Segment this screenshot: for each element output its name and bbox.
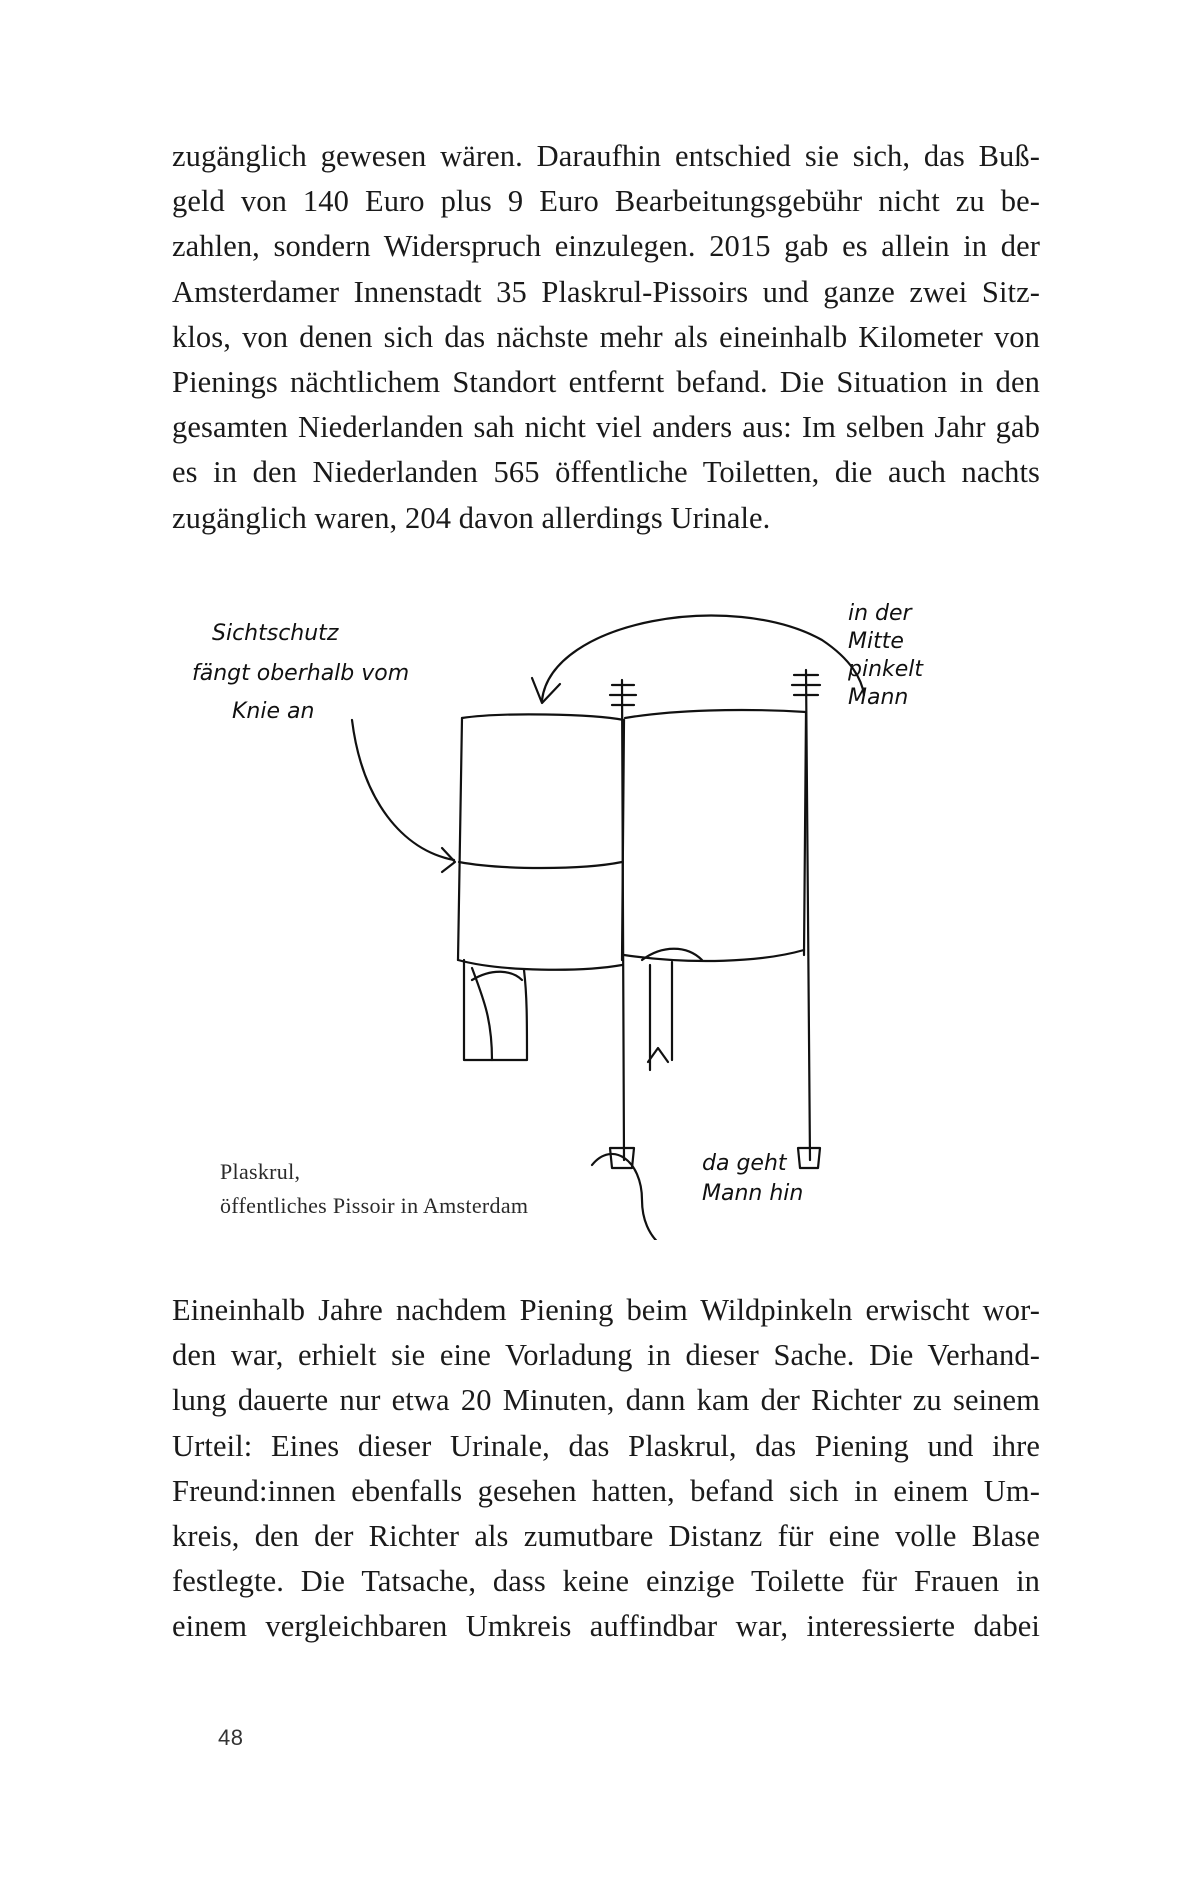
paragraph-bottom (172, 1288, 1040, 1650)
figure-caption (220, 1155, 528, 1223)
annotation-right-2: Mitte (848, 629, 904, 654)
page-number: 48 (218, 1725, 244, 1750)
annotation-bottom-2: Mann hin (702, 1181, 804, 1206)
text-line: Pienings nächtlichem Standort entfernt befand. Die Situation in den (172, 365, 1040, 400)
text-line: gesamten Niederlanden sah nicht viel anders aus: Im selben Jahr gab (172, 410, 1040, 445)
text-line: Freund:innen ebenfalls gesehen hatten, befand sich in einem Um- (172, 1473, 1040, 1508)
caption-line: Plaskrul, (220, 1159, 301, 1184)
annotation-left-3: Knie an (232, 699, 315, 724)
annotation-left-1: Sichtschutz (212, 621, 339, 646)
text-line: es in den Niederlanden 565 öffentliche Toiletten, die auch nachts (172, 455, 1040, 490)
bottom-annotation-arrow (592, 1154, 692, 1240)
text-line: festlegte. Die Tatsache, dass keine einzige Toilette für Frauen in (172, 1564, 1040, 1599)
right-panel-top (625, 710, 806, 718)
text-line: lung dauerte nur etwa 20 Minuten, dann kam der Richter zu seinem (172, 1383, 1040, 1418)
left-panel-left-edge (458, 718, 462, 960)
caption-line: öffentliches Pissoir in Amsterdam (220, 1193, 529, 1218)
annotation-bottom-1: da geht (702, 1151, 787, 1176)
text-line: zahlen, sondern Widerspruch einzulegen. 2015 gab es allein in der (172, 229, 1040, 264)
rotation-arrow (542, 616, 864, 700)
annotation-left-2: fängt oberhalb vom (192, 661, 410, 686)
pissoir-sketch (172, 600, 1040, 1240)
left-panel-bottom (458, 960, 622, 970)
pissoir-illustration (172, 600, 1040, 1240)
text-line: geld von 140 Euro plus 9 Euro Bearbeitungsgebühr nicht zu be- (172, 184, 1040, 219)
text-line: Amsterdamer Innenstadt 35 Plaskrul-Pissoirs und ganze zwei Sitz- (172, 274, 1040, 309)
left-urinal-bowl (472, 972, 522, 980)
annotation-right-1: in der (848, 601, 912, 626)
text-line: Urteil: Eines dieser Urinale, das Plaskrul, das Piening und ihre (172, 1428, 1040, 1463)
annotation-right-4: Mann (848, 685, 909, 710)
text-line: klos, von denen sich das nächste mehr als eineinhalb Kilometer von (172, 319, 1040, 354)
right-pole (806, 670, 810, 1160)
text-line: Eineinhalb Jahre nachdem Piening beim Wildpinkeln erwischt wor- (172, 1293, 1040, 1327)
text-line: kreis, den der Richter als zumutbare Distanz für eine volle Blase (172, 1519, 1040, 1554)
text-line: zugänglich gewesen wären. Daraufhin entschied sie sich, das Buß- (172, 139, 1040, 173)
left-annotation-arrowhead (442, 848, 455, 872)
text-line: zugänglich waren, 204 davon allerdings Urinale. (172, 500, 771, 535)
arrow-head (532, 678, 560, 703)
paragraph-top (172, 134, 1040, 541)
text-line: den war, erhielt sie eine Vorladung in dieser Sache. Die Verhand- (172, 1338, 1040, 1373)
left-leg-split (472, 968, 492, 1060)
text-line: einem vergleichbaren Umkreis auffindbar war, interessierte dabei (172, 1609, 1040, 1644)
annotation-right-3: pinkelt (848, 657, 924, 682)
left-annotation-arrow (352, 720, 454, 860)
handwritten-labels (192, 601, 924, 1206)
left-panel-middle (459, 862, 622, 868)
left-panel-top (462, 714, 624, 720)
